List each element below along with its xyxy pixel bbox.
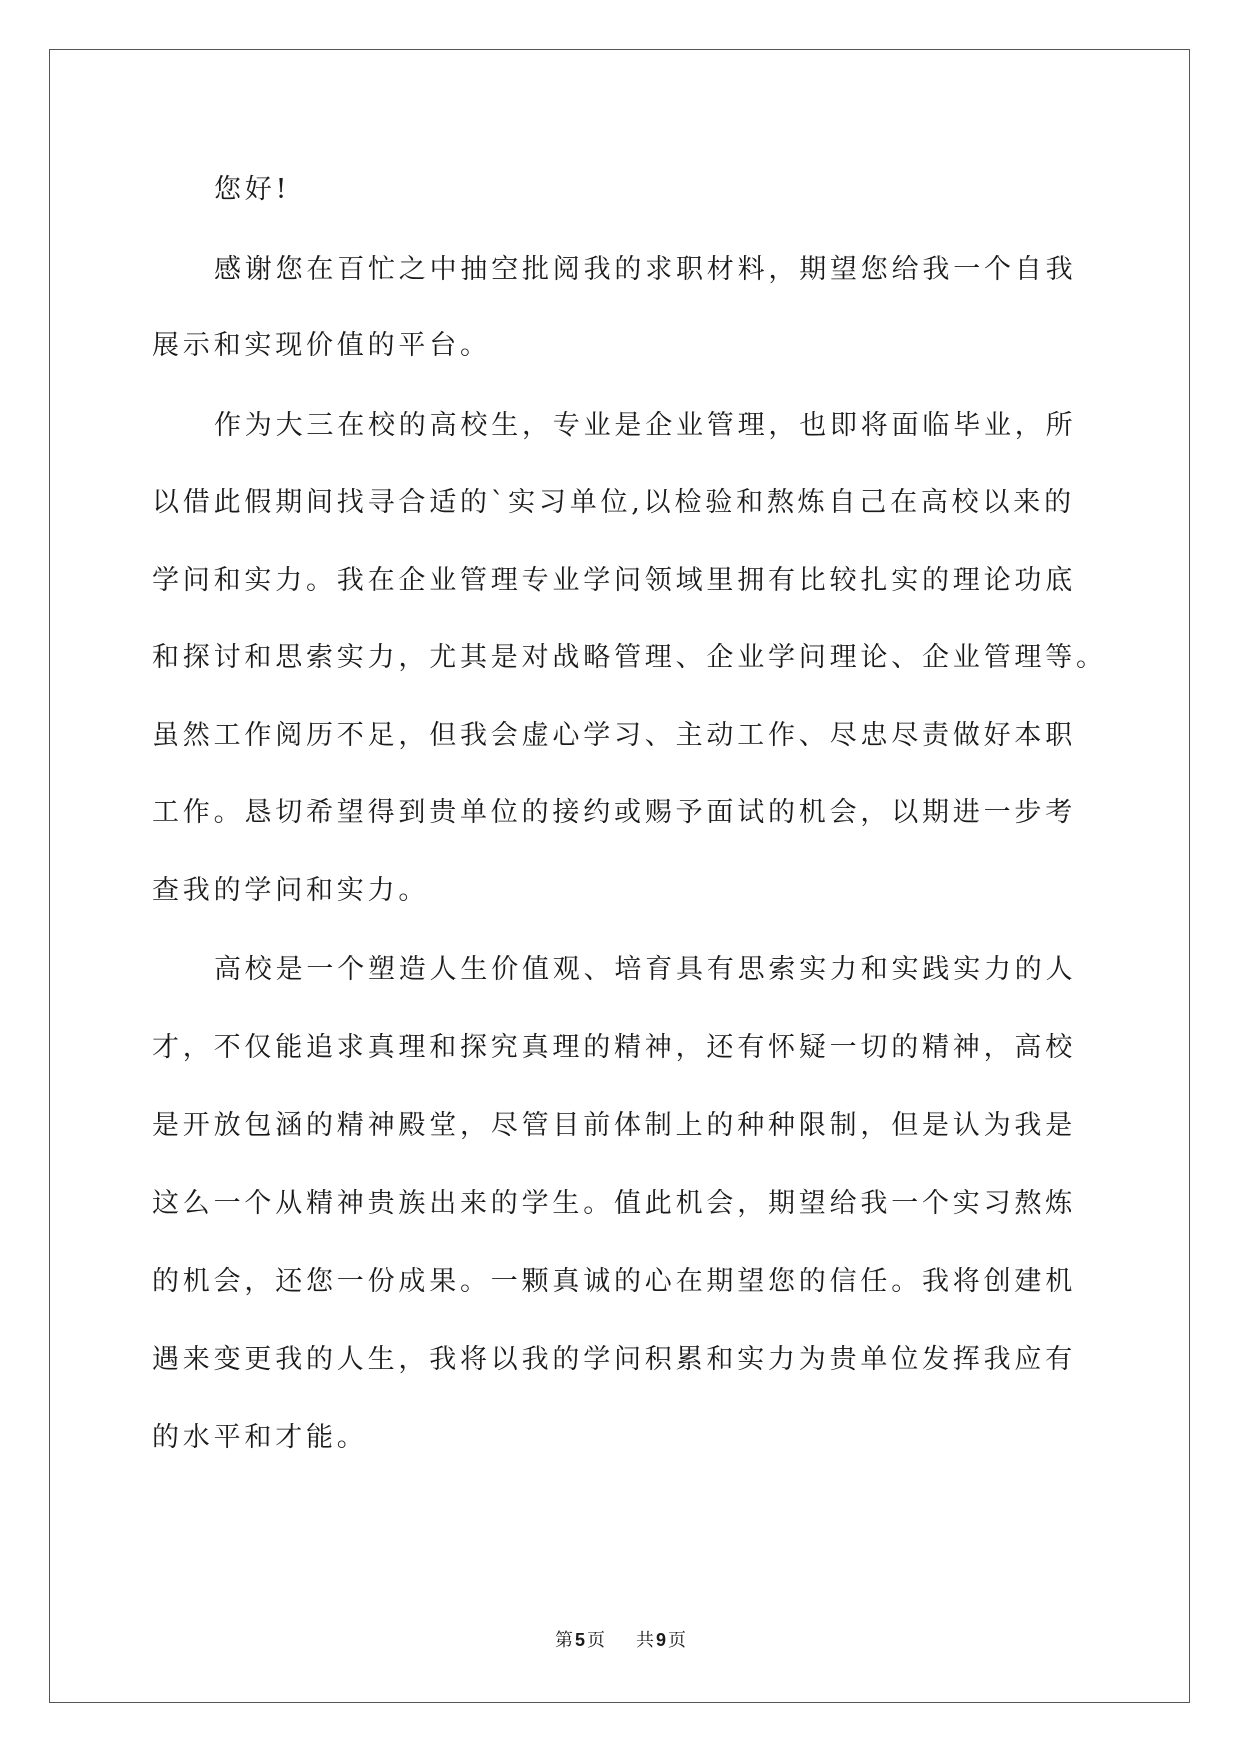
text-line: 展示和实现价值的平台。 bbox=[152, 330, 491, 361]
text-line: 这么一个从精神贵族出来的学生。值此机会，期望给我一个实习熬炼 bbox=[152, 1188, 1076, 1219]
text-line: 感谢您在百忙之中抽空批阅我的求职材料，期望您给我一个自我 bbox=[214, 254, 1077, 285]
greeting: 您好! bbox=[214, 174, 291, 205]
page-footer bbox=[0, 1628, 1241, 1653]
text-line: 和探讨和思索实力，尤其是对战略管理、企业学问理论、企业管理等。 bbox=[152, 642, 1107, 673]
text-line: 遇来变更我的人生，我将以我的学问积累和实力为贵单位发挥我应有 bbox=[152, 1344, 1076, 1375]
text-line: 查我的学问和实力。 bbox=[152, 875, 430, 906]
text-line: 以借此假期间找寻合适的`实习单位,以检验和熬炼自己在高校以来的 bbox=[152, 487, 1075, 518]
text-line: 的水平和才能。 bbox=[152, 1422, 368, 1453]
text-line: 虽然工作阅历不足，但我会虚心学习、主动工作、尽忠尽责做好本职 bbox=[152, 720, 1076, 751]
page-number: 第 5 页 bbox=[555, 1630, 606, 1651]
text-line: 是开放包涵的精神殿堂，尽管目前体制上的种种限制，但是认为我是 bbox=[152, 1110, 1076, 1141]
page-total: 共 9 页 bbox=[635, 1630, 686, 1651]
text-line: 作为大三在校的高校生，专业是企业管理，也即将面临毕业，所 bbox=[214, 410, 1077, 441]
text-line: 才，不仅能追求真理和探究真理的精神，还有怀疑一切的精神，高校 bbox=[152, 1032, 1076, 1063]
text-line: 工作。恳切希望得到贵单位的接约或赐予面试的机会，以期进一步考 bbox=[152, 797, 1076, 828]
text-line: 学问和实力。我在企业管理专业学问领域里拥有比较扎实的理论功底 bbox=[152, 565, 1076, 596]
text-line: 高校是一个塑造人生价值观、培育具有思索实力和实践实力的人 bbox=[214, 954, 1077, 985]
text-line: 的机会，还您一份成果。一颗真诚的心在期望您的信任。我将创建机 bbox=[152, 1266, 1076, 1297]
